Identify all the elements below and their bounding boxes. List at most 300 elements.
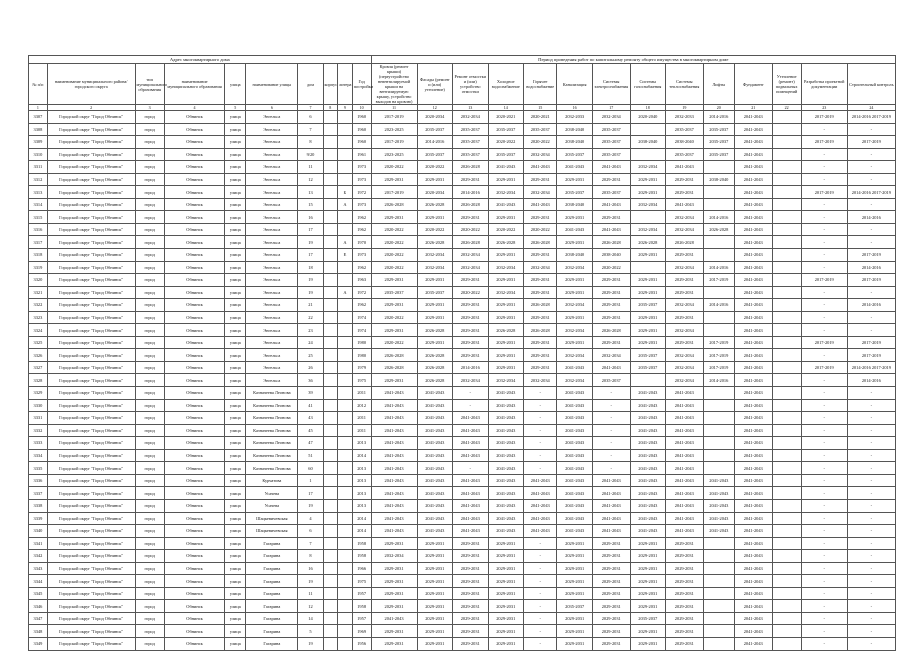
column-header: Лифты	[703, 64, 734, 105]
table-cell	[323, 412, 338, 425]
table-cell: улица	[225, 412, 246, 425]
table-cell: 2026-2028	[524, 299, 557, 312]
table-cell: 1962	[352, 261, 371, 274]
table-cell: 2041-2043	[666, 525, 704, 538]
table-cell	[323, 336, 338, 349]
table-cell: 2041-2043	[524, 474, 557, 487]
table-cell: 2023-2025	[371, 148, 417, 161]
table-cell: 3348	[29, 625, 48, 638]
table-cell: 2029-2031	[666, 600, 704, 613]
table-cell: 2029-2031	[666, 249, 704, 262]
table-cell: 2029-2031	[592, 173, 630, 186]
table-cell: 2035-2037	[666, 148, 704, 161]
table-cell: А	[338, 236, 353, 249]
table-cell: 2029-2031	[488, 249, 524, 262]
table-cell	[772, 324, 801, 337]
table-cell: улица	[225, 349, 246, 362]
table-cell: 3347	[29, 612, 48, 625]
table-cell: 2017-2019	[703, 336, 734, 349]
table-cell: 1980	[352, 336, 371, 349]
table-cell: город	[135, 637, 164, 650]
table-cell: -	[524, 600, 557, 613]
table-cell: 19	[298, 499, 323, 512]
table-cell: 1975	[352, 374, 371, 387]
table-cell: 3312	[29, 173, 48, 186]
table-cell: город	[135, 537, 164, 550]
table-cell	[338, 399, 353, 412]
table-cell: -	[801, 637, 847, 650]
table-cell: 2038-2040	[630, 136, 666, 149]
table-cell: -	[847, 412, 895, 425]
table-cell: 2041-2043	[524, 499, 557, 512]
table-cell: -	[801, 462, 847, 475]
table-cell: 2029-2031	[417, 211, 453, 224]
table-cell: -	[524, 612, 557, 625]
table-cell: 2014-2016	[703, 211, 734, 224]
table-cell: 2041-2043	[488, 424, 524, 437]
table-cell: -	[453, 387, 489, 400]
table-cell: -	[847, 324, 895, 337]
table-cell: 2035-2037	[592, 123, 630, 136]
table-cell: 2011	[352, 424, 371, 437]
table-cell: -	[801, 223, 847, 236]
table-cell: Казначеева Леонова	[246, 449, 298, 462]
table-cell: 8	[298, 136, 323, 149]
table-cell: 2041-2043	[666, 424, 704, 437]
table-cell: улица	[225, 499, 246, 512]
table-cell: 2011	[352, 387, 371, 400]
table-cell: 2041-2043	[734, 286, 772, 299]
table-cell: -	[847, 525, 895, 538]
table-cell: 3321	[29, 286, 48, 299]
table-cell: 2029-2031	[453, 274, 489, 287]
table-cell: 2041-2043	[557, 161, 593, 174]
table-cell: -	[801, 349, 847, 362]
table-cell	[772, 211, 801, 224]
table-cell	[323, 123, 338, 136]
table-cell: 2029-2031	[417, 637, 453, 650]
table-cell: город	[135, 111, 164, 124]
table-cell: Городской округ "Город Обнинск"	[47, 625, 135, 638]
table-cell: 2041-2043	[592, 487, 630, 500]
table-cell: улица	[225, 537, 246, 550]
table-cell: 2029-2031	[666, 173, 704, 186]
table-cell: 1962	[352, 211, 371, 224]
table-cell: Городской округ "Город Обнинск"	[47, 550, 135, 563]
table-cell: 2032-2034	[417, 249, 453, 262]
table-cell: 36	[298, 374, 323, 387]
table-row	[29, 136, 896, 149]
table-cell: 2041-2043	[630, 499, 666, 512]
table-cell: 2026-2028	[666, 236, 704, 249]
address-group-header: Адрес многоквартирного дома	[29, 56, 372, 64]
table-cell: -	[524, 587, 557, 600]
column-number: 1	[29, 105, 48, 111]
table-cell: -	[801, 474, 847, 487]
table-cell: 2035-2037	[453, 136, 489, 149]
table-cell: 2013	[352, 487, 371, 500]
table-cell: -	[801, 249, 847, 262]
table-cell: 2020-2034	[417, 111, 453, 124]
table-cell: 2029-2031	[488, 349, 524, 362]
table-cell: 2029-2031	[488, 299, 524, 312]
table-cell: Б	[338, 186, 353, 199]
table-cell: 2041-2043	[524, 198, 557, 211]
table-cell	[772, 299, 801, 312]
table-cell: Усачева	[246, 487, 298, 500]
column-header: улица	[225, 64, 246, 105]
table-cell: 2032-2034	[488, 261, 524, 274]
table-cell: 3344	[29, 575, 48, 588]
table-cell: Городской округ "Город Обнинск"	[47, 412, 135, 425]
table-cell: 11	[298, 161, 323, 174]
table-cell: улица	[225, 575, 246, 588]
table-cell: Обнинск	[164, 374, 225, 387]
table-cell: 3314	[29, 198, 48, 211]
table-cell	[772, 361, 801, 374]
table-cell: 1972	[352, 186, 371, 199]
column-header: дом	[298, 64, 323, 105]
table-cell: 1974	[352, 324, 371, 337]
table-cell: 3325	[29, 336, 48, 349]
table-cell: 2029-2031	[453, 612, 489, 625]
table-cell: 2041-2043	[630, 474, 666, 487]
table-cell: улица	[225, 311, 246, 324]
table-cell	[338, 612, 353, 625]
table-cell: город	[135, 612, 164, 625]
table-cell: Казначеева Леонова	[246, 424, 298, 437]
table-cell: 2029-2031	[630, 575, 666, 588]
table-cell: 2029-2031	[453, 299, 489, 312]
table-cell	[338, 111, 353, 124]
table-cell: 2032-2034	[524, 261, 557, 274]
table-cell: 2032-2034	[630, 161, 666, 174]
table-row	[29, 123, 896, 136]
table-cell: 2029-2031	[630, 637, 666, 650]
table-cell: 3330	[29, 399, 48, 412]
table-row	[29, 587, 896, 600]
table-cell: -	[847, 148, 895, 161]
table-cell: 2035-2037	[703, 123, 734, 136]
table-cell	[630, 211, 666, 224]
table-cell	[323, 236, 338, 249]
table-cell: 2029-2031	[630, 286, 666, 299]
table-cell: 2041-2043	[734, 537, 772, 550]
table-cell: -	[847, 462, 895, 475]
table-cell: 2017-2019	[847, 249, 895, 262]
table-cell	[323, 399, 338, 412]
table-cell: город	[135, 449, 164, 462]
table-cell: 2029-2031	[666, 637, 704, 650]
table-cell: Гагарина	[246, 587, 298, 600]
table-cell: Городской округ "Город Обнинск"	[47, 587, 135, 600]
table-cell: 2029-2031	[453, 575, 489, 588]
table-cell: 2029-2031	[557, 274, 593, 287]
table-cell: 2032-2034	[557, 261, 593, 274]
table-cell: 2029-2031	[488, 625, 524, 638]
table-cell: улица	[225, 612, 246, 625]
table-cell	[338, 324, 353, 337]
table-cell: 17	[298, 249, 323, 262]
table-cell: Городской округ "Город Обнинск"	[47, 161, 135, 174]
table-cell: 2035-2037	[453, 123, 489, 136]
table-cell: 2032-2034	[524, 148, 557, 161]
table-cell: 2017-2019	[801, 186, 847, 199]
table-row	[29, 437, 896, 450]
table-cell: 2029-2031	[417, 600, 453, 613]
table-cell: 2029-2031	[371, 600, 417, 613]
table-cell: 1960	[352, 123, 371, 136]
table-cell	[323, 274, 338, 287]
table-cell: -	[847, 600, 895, 613]
table-cell: 2041-2043	[524, 161, 557, 174]
table-cell: Обнинск	[164, 525, 225, 538]
table-cell: 2017-2019	[703, 361, 734, 374]
table-cell	[630, 123, 666, 136]
table-cell: 2029-2031	[488, 587, 524, 600]
column-number: 12	[417, 105, 453, 111]
table-cell: 1973	[352, 198, 371, 211]
table-cell: 2041-2043	[488, 474, 524, 487]
table-cell: 2017-2019	[371, 111, 417, 124]
table-cell: 24	[298, 336, 323, 349]
table-cell: -	[847, 286, 895, 299]
table-cell: Гагарина	[246, 537, 298, 550]
table-cell: 2020-2022	[592, 261, 630, 274]
table-cell: улица	[225, 186, 246, 199]
table-cell: 2041-2043	[734, 111, 772, 124]
table-cell: 2029-2031	[371, 374, 417, 387]
table-row	[29, 424, 896, 437]
table-cell: 2041-2043	[703, 487, 734, 500]
table-cell: Обнинск	[164, 223, 225, 236]
table-cell: 2035-2037	[630, 349, 666, 362]
table-cell: -	[847, 424, 895, 437]
table-cell	[703, 186, 734, 199]
table-cell: 1958	[352, 600, 371, 613]
table-cell: 2041-2043	[488, 525, 524, 538]
table-cell: 2020-2021	[488, 111, 524, 124]
table-cell: Обнинск	[164, 211, 225, 224]
table-cell: Городской округ "Город Обнинск"	[47, 249, 135, 262]
table-cell: 2041-2043	[488, 437, 524, 450]
table-cell: -	[592, 437, 630, 450]
table-cell: 2017-2019	[847, 274, 895, 287]
table-cell: 2029-2031	[630, 249, 666, 262]
table-cell: Обнинск	[164, 562, 225, 575]
column-number: 11	[371, 105, 417, 111]
table-cell: Гагарина	[246, 550, 298, 563]
table-cell: 8	[298, 550, 323, 563]
table-cell: 2029-2031	[371, 587, 417, 600]
table-cell: 2041-2043	[417, 412, 453, 425]
table-cell: город	[135, 211, 164, 224]
table-cell: 3308	[29, 123, 48, 136]
column-header: литера	[338, 64, 353, 105]
column-header: № п/п	[29, 64, 48, 105]
table-cell: 2041-2043	[734, 211, 772, 224]
table-cell: 2032-2034	[666, 349, 704, 362]
table-cell: 2020-2022	[371, 261, 417, 274]
column-number: 15	[524, 105, 557, 111]
table-cell: 2026-2028	[592, 236, 630, 249]
column-number: 16	[557, 105, 593, 111]
table-cell: -	[801, 537, 847, 550]
table-cell	[338, 625, 353, 638]
table-cell: город	[135, 600, 164, 613]
table-cell: город	[135, 236, 164, 249]
table-row	[29, 487, 896, 500]
table-cell: -	[524, 399, 557, 412]
table-cell: -	[592, 412, 630, 425]
table-cell: 2014-2016 2017-2019	[847, 111, 895, 124]
table-cell: 2029-2031	[417, 311, 453, 324]
table-cell: 3331	[29, 412, 48, 425]
table-cell: Обнинск	[164, 286, 225, 299]
table-cell: 2041-2043	[524, 487, 557, 500]
table-cell: Городской округ "Город Обнинск"	[47, 474, 135, 487]
table-cell: 3335	[29, 462, 48, 475]
table-cell: улица	[225, 449, 246, 462]
table-cell: город	[135, 161, 164, 174]
table-cell: -	[847, 499, 895, 512]
capital-repair-plan-table	[28, 55, 896, 651]
table-cell: 22	[298, 311, 323, 324]
table-cell: Гагарина	[246, 612, 298, 625]
table-cell	[772, 437, 801, 450]
column-number: 13	[453, 105, 489, 111]
table-cell: -	[801, 587, 847, 600]
table-cell: 2029-2031	[666, 612, 704, 625]
table-cell: 1958	[352, 537, 371, 550]
table-cell	[703, 399, 734, 412]
table-cell: 2035-2037	[592, 136, 630, 149]
table-cell: 2029-2031	[371, 211, 417, 224]
table-cell: Обнинск	[164, 499, 225, 512]
table-cell	[703, 249, 734, 262]
table-cell: 2041-2043	[557, 424, 593, 437]
table-cell: 2026-2028	[592, 324, 630, 337]
table-cell: 1958	[352, 550, 371, 563]
table-cell: город	[135, 487, 164, 500]
table-cell: город	[135, 223, 164, 236]
table-cell: 2029-2031	[666, 274, 704, 287]
table-cell	[772, 286, 801, 299]
table-cell: Городской округ "Город Обнинск"	[47, 449, 135, 462]
table-cell: -	[801, 211, 847, 224]
table-cell: 2041-2043	[371, 462, 417, 475]
table-cell: 3345	[29, 587, 48, 600]
table-cell: 3323	[29, 311, 48, 324]
table-cell: Обнинск	[164, 537, 225, 550]
table-cell: 2014	[352, 525, 371, 538]
table-cell: 2026-2028	[524, 324, 557, 337]
table-cell: 2041-2043	[734, 387, 772, 400]
table-cell: 2032-2034	[453, 374, 489, 387]
table-cell	[703, 161, 734, 174]
table-cell: 18	[298, 261, 323, 274]
table-cell: 2014-2016 2017-2019	[847, 361, 895, 374]
table-cell: 2029-2031	[453, 349, 489, 362]
table-cell: Городской округ "Город Обнинск"	[47, 286, 135, 299]
table-cell: Городской округ "Город Обнинск"	[47, 136, 135, 149]
table-cell: 2041-2043	[488, 462, 524, 475]
table-cell: 2029-2031	[630, 186, 666, 199]
column-header: Системы теплоснабжения	[666, 64, 704, 105]
table-cell: 2041-2043	[734, 311, 772, 324]
table-cell	[323, 136, 338, 149]
table-cell: 2041-2043	[734, 123, 772, 136]
table-cell: город	[135, 374, 164, 387]
table-cell: 2041-2043	[734, 424, 772, 437]
column-header: корпус	[323, 64, 338, 105]
table-cell: 2020-2022	[371, 336, 417, 349]
table-cell: 2041-2043	[734, 249, 772, 262]
table-cell	[772, 387, 801, 400]
table-cell: город	[135, 512, 164, 525]
table-cell: 2029-2031	[524, 286, 557, 299]
table-row	[29, 311, 896, 324]
table-cell: 2020-2022	[371, 161, 417, 174]
table-cell: 2014-2016	[703, 261, 734, 274]
table-cell	[323, 462, 338, 475]
table-cell: улица	[225, 625, 246, 638]
table-cell: 2041-2043	[666, 512, 704, 525]
table-cell: город	[135, 499, 164, 512]
table-cell: 2041-2043	[592, 361, 630, 374]
table-cell	[323, 637, 338, 650]
table-cell: 2041-2043	[557, 474, 593, 487]
table-row	[29, 111, 896, 124]
table-cell: 2041-2043	[417, 424, 453, 437]
table-cell: 2014-2016	[703, 299, 734, 312]
table-cell: -	[847, 437, 895, 450]
table-cell: 2029-2031	[557, 173, 593, 186]
table-cell: 2032-2034	[666, 223, 704, 236]
table-cell	[338, 449, 353, 462]
table-cell	[772, 575, 801, 588]
table-cell: -	[801, 161, 847, 174]
table-cell: улица	[225, 173, 246, 186]
table-cell: -	[801, 525, 847, 538]
table-cell	[772, 274, 801, 287]
table-cell	[338, 299, 353, 312]
table-row	[29, 211, 896, 224]
table-cell: Обнинск	[164, 575, 225, 588]
table-cell	[338, 161, 353, 174]
table-cell	[772, 550, 801, 563]
table-cell: 1970	[352, 236, 371, 249]
table-cell: 19	[298, 236, 323, 249]
plan-period-group-header: Период проведения работ по капитальному ремонту общего имущества в многоквартирном доме	[371, 56, 895, 64]
table-row	[29, 575, 896, 588]
table-cell: 2041-2043	[592, 512, 630, 525]
table-cell	[323, 625, 338, 638]
table-cell: 2032-2034	[630, 223, 666, 236]
table-cell	[772, 123, 801, 136]
table-cell: 2029-2031	[488, 575, 524, 588]
table-cell: Энгельса	[246, 336, 298, 349]
table-cell: 2041-2043	[453, 499, 489, 512]
table-cell	[772, 148, 801, 161]
table-cell: 2041-2043	[666, 449, 704, 462]
table-cell	[338, 562, 353, 575]
table-cell	[323, 499, 338, 512]
table-cell	[323, 600, 338, 613]
table-cell: город	[135, 336, 164, 349]
column-header: Строительный контроль	[847, 64, 895, 105]
table-cell: город	[135, 198, 164, 211]
